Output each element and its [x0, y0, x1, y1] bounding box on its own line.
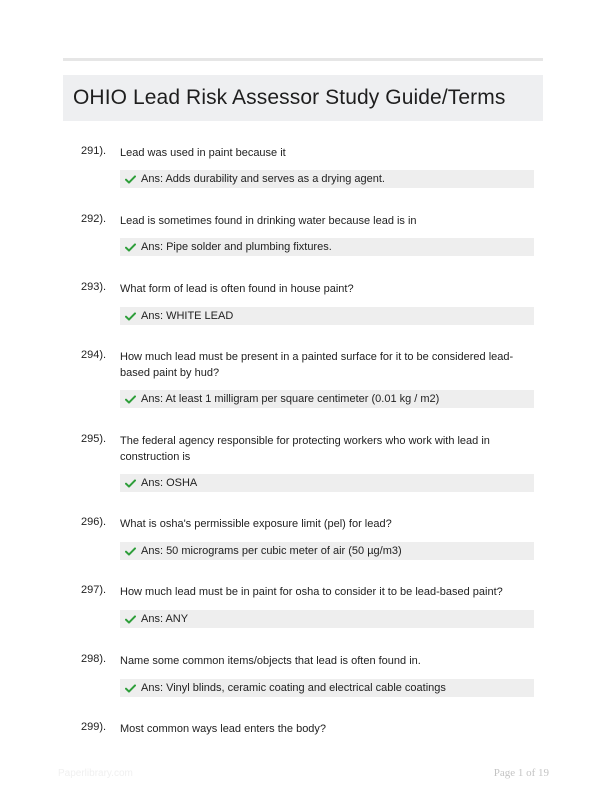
question-number: 291).	[81, 145, 107, 157]
answer-box	[120, 542, 534, 560]
question-number: 292).	[81, 213, 107, 225]
question-text: Lead was used in paint because it	[120, 147, 286, 159]
answer-text: Ans: OSHA	[141, 477, 198, 489]
answer-box	[120, 307, 534, 325]
check-icon	[125, 684, 136, 693]
question-number: 293).	[81, 281, 107, 293]
answer-text: Ans: Pipe solder and plumbing fixtures.	[141, 241, 332, 253]
answer-box	[120, 170, 534, 188]
question-number: 296).	[81, 516, 107, 528]
answer-text: Ans: ANY	[141, 613, 189, 625]
question-number: 294).	[81, 349, 107, 361]
answer-text: Ans: Adds durability and serves as a drying agent.	[141, 173, 385, 185]
answer-box	[120, 390, 534, 408]
question-number: 295).	[81, 433, 107, 445]
check-icon	[125, 479, 136, 488]
question-text: Name some common items/objects that lead is often found in.	[120, 655, 421, 667]
answer-text: Ans: Vinyl blinds, ceramic coating and electrical cable coatings	[141, 682, 446, 694]
answer-box	[120, 238, 534, 256]
question-number: 297).	[81, 584, 107, 596]
answer-box	[120, 474, 534, 492]
question-number: 299).	[81, 721, 107, 733]
check-icon	[125, 395, 136, 404]
check-icon	[125, 615, 136, 624]
question-text: The federal agency responsible for protecting workers who work with lead in construction is	[120, 435, 490, 463]
check-icon	[125, 243, 136, 252]
check-icon	[125, 175, 136, 184]
page-indicator: Page 1 of 19	[493, 767, 549, 779]
answer-text: Ans: 50 micrograms per cubic meter of air (50 µg/m3)	[141, 545, 402, 557]
question-number: 298).	[81, 653, 107, 665]
question-text: How much lead must be in paint for osha to consider it to be lead-based paint?	[120, 586, 503, 598]
check-icon	[125, 312, 136, 321]
answer-text: Ans: At least 1 milligram per square centimeter (0.01 kg / m2)	[141, 393, 440, 405]
question-text: How much lead must be present in a painted surface for it to be considered lead-based paint by hud?	[120, 351, 514, 379]
question-text: What form of lead is often found in house paint?	[120, 283, 354, 295]
question-text: Most common ways lead enters the body?	[120, 723, 327, 735]
page-title: OHIO Lead Risk Assessor Study Guide/Terms	[73, 86, 506, 109]
check-icon	[125, 547, 136, 556]
answer-box	[120, 679, 534, 697]
question-text: Lead is sometimes found in drinking water because lead is in	[120, 215, 417, 227]
footer-watermark: Paperlibrary.com	[58, 768, 133, 779]
answer-box	[120, 610, 534, 628]
question-text: What is osha's permissible exposure limit (pel) for lead?	[120, 518, 392, 530]
answer-text: Ans: WHITE LEAD	[141, 310, 234, 322]
